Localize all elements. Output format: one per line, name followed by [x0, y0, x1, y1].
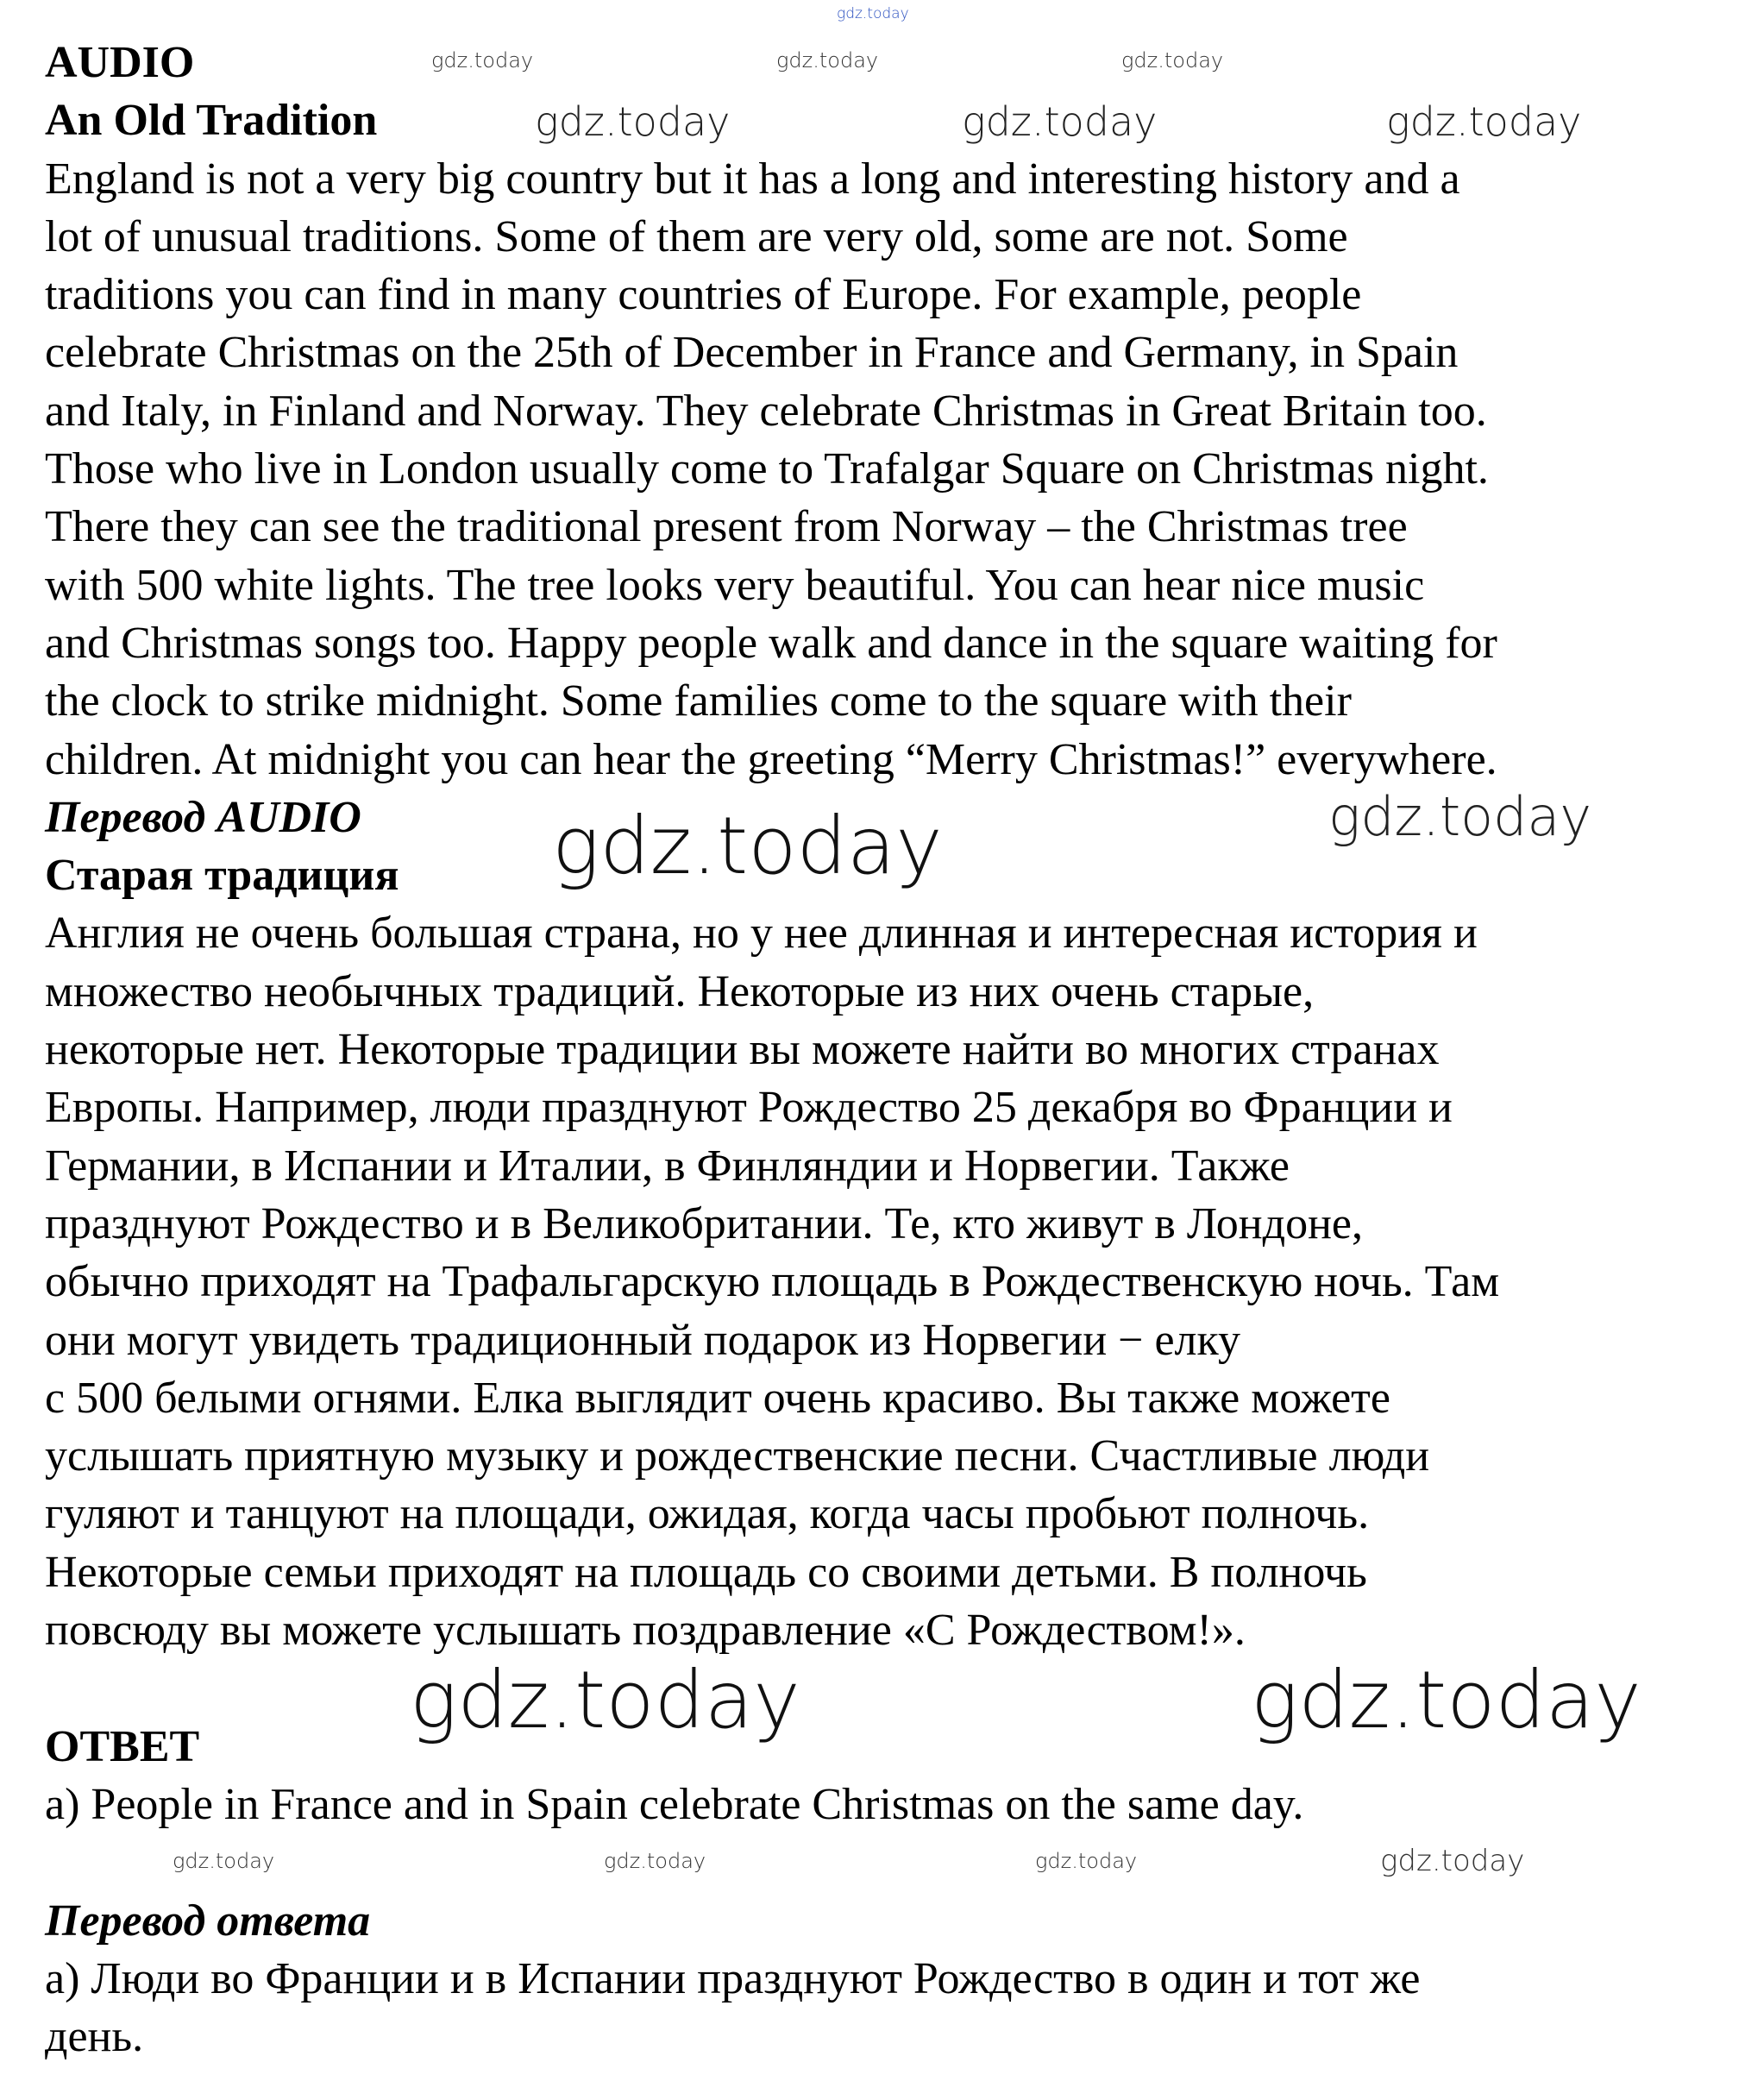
watermark: gdz.today: [535, 98, 731, 145]
answer-translation-line: а) Люди во Франции и в Испании празднуют Рождество в один и тот же: [45, 1953, 1421, 2003]
translation-line: Европы. Например, люди празднуют Рождество 25 декабря во Франции и: [45, 1083, 1453, 1133]
translation-line: обычно приходят на Трафальгарскую площадь в Рождественскую ночь. Там: [45, 1257, 1500, 1307]
text-line: Those who live in London usually come to Trafalgar Square on Christmas night.: [45, 444, 1489, 494]
watermark: gdz.today: [431, 48, 534, 72]
translation-line: гуляют и танцуют на площади, ожидая, когда часы пробьют полночь.: [45, 1489, 1370, 1539]
translation-line: Англия не очень большая страна, но у нее длинная и интересная история и: [45, 909, 1478, 959]
translation-line: услышать приятную музыку и рождественские песни. Счастливые люди: [45, 1431, 1430, 1481]
watermark: gdz.today: [173, 1849, 275, 1873]
watermark: gdz.today: [1328, 785, 1592, 848]
watermark: gdz.today: [837, 5, 909, 22]
translation-line: повсюду вы можете услышать поздравление «С Рождеством!».: [45, 1606, 1246, 1656]
text-line: England is not a very big country but it has a long and interesting history and a: [45, 154, 1460, 204]
document-body: [45, 34, 1499, 2065]
text-line: lot of unusual traditions. Some of them are very old, some are not. Some: [45, 211, 1348, 261]
watermark: gdz.today: [1386, 98, 1582, 145]
text-line: the clock to strike midnight. Some families come to the square with their: [45, 676, 1352, 726]
answer-translation-heading: Перевод ответа: [45, 1896, 371, 1946]
watermark: gdz.today: [776, 48, 879, 72]
text-line: and Christmas songs too. Happy people walk and dance in the square waiting for: [45, 618, 1497, 668]
answer-heading: ОТВЕТ: [45, 1721, 200, 1771]
text-line: and Italy, in Finland and Norway. They celebrate Christmas in Great Britain too.: [45, 386, 1487, 436]
watermark: gdz.today: [1251, 1654, 1641, 1746]
watermark: gdz.today: [552, 800, 943, 892]
answer-translation-line: день.: [45, 2012, 144, 2062]
watermark: gdz.today: [1380, 1844, 1525, 1878]
text-line: with 500 white lights. The tree looks very beautiful. You can hear nice music: [45, 560, 1425, 610]
translation-line: празднуют Рождество и в Великобритании. Те, кто живут в Лондоне,: [45, 1198, 1363, 1248]
watermark: gdz.today: [962, 98, 1158, 145]
text-line: There they can see the traditional present from Norway – the Christmas tree: [45, 502, 1408, 552]
text-line: celebrate Christmas on the 25th of December in France and Germany, in Spain: [45, 328, 1459, 378]
text-line: traditions you can find in many countries of Europe. For example, people: [45, 270, 1362, 320]
translation-line: множество необычных традиций. Некоторые из них очень старые,: [45, 966, 1315, 1016]
translation-title: Старая традиция: [45, 851, 399, 901]
translation-line: с 500 белыми огнями. Елка выглядит очень красиво. Вы также можете: [45, 1373, 1390, 1423]
translation-line: они могут увидеть традиционный подарок из Норвегии − елку: [45, 1315, 1241, 1365]
translation-heading: Перевод AUDIO: [45, 792, 361, 842]
text-title: An Old Tradition: [45, 96, 378, 146]
translation-line: некоторые нет. Некоторые традиции вы можете найти во многих странах: [45, 1025, 1440, 1075]
watermark: gdz.today: [604, 1849, 706, 1873]
text-line: children. At midnight you can hear the greeting “Merry Christmas!” everywhere.: [45, 734, 1497, 784]
watermark: gdz.today: [1121, 48, 1224, 72]
audio-heading: AUDIO: [45, 38, 195, 87]
watermark: gdz.today: [410, 1654, 800, 1746]
answer-text: a) People in France and in Spain celebrate Christmas on the same day.: [45, 1779, 1304, 1829]
translation-line: Некоторые семьи приходят на площадь со своими детьми. В полночь: [45, 1547, 1367, 1597]
translation-line: Германии, в Испании и Италии, в Финляндии и Норвегии. Также: [45, 1141, 1290, 1191]
watermark: gdz.today: [1035, 1849, 1138, 1873]
